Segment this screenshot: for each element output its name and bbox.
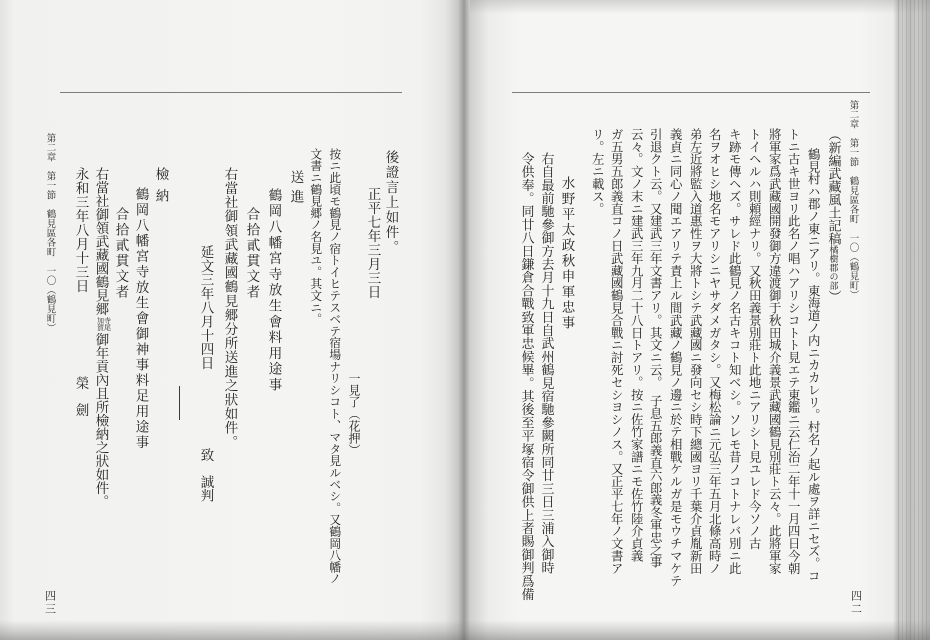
source-note-close: ） xyxy=(825,290,841,303)
right-running-header: 第二章 第一節 鶴見區各町 一〇（鶴見町） xyxy=(847,100,859,300)
document-1-amount: 合拾貳貫文者 xyxy=(243,207,260,300)
document-date: 正平七年三月三日 xyxy=(364,187,381,299)
document-2-amount: 合拾貳貫文者 xyxy=(112,207,129,300)
document-2-body-before: 右當社御領武藏國鶴見郷 xyxy=(92,167,109,316)
document-2-heading: 檢納 xyxy=(152,167,169,210)
body-column: 引退クト云。又建武三年文書アリ。其文ニ云。 子息五郎義直六郎義冬軍忠之事 xyxy=(648,128,664,569)
ink-stroke xyxy=(179,386,180,420)
page-top-shadow xyxy=(470,0,930,14)
body-column: 義貞ニ同心ノ聞エアリテ責上ル間武藏ノ鶴見ノ邊ニ於テ相戰ケルガ是モウチマケテ xyxy=(668,128,684,587)
body-column: 云々。文ノ末ニ建武三年九月二十八日トアリ。按ニ佐竹家譜ニモ佐竹陸介貞義 xyxy=(629,128,645,562)
annotation-line: 寺尾 xyxy=(103,316,112,331)
body-column: ガ五男五郎義直コノ日武藏國鶴見合戰ニ討死セシヨシノス。又正平七年ノ文書ア xyxy=(609,128,625,575)
annotation-line: 加賀 xyxy=(96,316,105,331)
commentary-line: 文書ニ鶴見郷ノ名見ユ。其文ニ。 xyxy=(308,148,323,325)
document-2-subject: 鶴岡八幡宮寺放生會御神事料足用途事 xyxy=(132,187,149,451)
right-header-rule xyxy=(512,92,870,93)
source-note-open: （新編武藏風土記稿 xyxy=(825,128,841,245)
body-column: 名ヲオヒシ地名モアリシニヤサダメガタシ。又梅松論ニ元弘三年五月北條高時ノ xyxy=(707,128,723,575)
body-column: キ跡モ傳ヘズ。サレド此鶴見ノ名古キコト知ベシ。ソレモ昔ノコトナレバ別ニ此 xyxy=(727,128,743,575)
page-edges xyxy=(898,0,930,640)
document-1-date: 延文三年八月十四日 xyxy=(197,245,214,371)
document-1-heading: 送進 xyxy=(287,170,304,209)
document-1-body: 右當社御領武藏國鶴見郷分所送進之狀如件。 xyxy=(221,167,238,449)
document-line: 右自最前馳參御方去月十九日自武州鶴見宿馳參闕所同廿三日三浦入御時 xyxy=(538,152,554,575)
body-column: 弟左近將監入道惠性ヲ大將トシテ武藏國ニ發向セシ時下總國ヨリ千葉介貞胤新田 xyxy=(688,128,704,575)
document-closing: 後證言上如件。 xyxy=(382,150,399,255)
document-title: 水野平太政秋申軍忠事 xyxy=(558,176,575,331)
document-1-signature: 致 誠判 xyxy=(197,448,214,502)
document-2-date: 永和三年八月十三日 xyxy=(72,167,89,293)
document-1-subject: 鶴岡八幡宮寺放生會料用途事 xyxy=(265,188,282,394)
document-2-body xyxy=(93,167,111,508)
left-page-number: 四三 xyxy=(43,590,57,616)
document-2-body-annotation xyxy=(97,317,111,331)
source-note xyxy=(827,128,840,303)
right-page-number: 四二 xyxy=(849,590,863,616)
document-2-body-after: 御年貢內且所檢納之狀如件。 xyxy=(92,332,109,508)
left-running-header: 第二章 第一節 鶴見區各町 一〇（鶴見町） xyxy=(44,133,56,333)
body-column: トイヘルハ則頼經ナリ。又秋田義景別莊ト此地ニアリシト見ユレド今ソノ古 xyxy=(747,128,763,550)
body-column: 鶴見村ハ郡ノ東ニアリ。東海道ノ内ニカカレリ。村名ノ起ル處ヲ詳ニセズ。コ xyxy=(806,148,822,582)
body-column: トニ古キ世ヨリ此名ノ唱ハアリシコトト見エテ東鑑ニ云仁治二年十一月四日今朝 xyxy=(786,128,802,575)
document-line: 令供奉。同廿八日鎌倉合戰致軍忠候畢。其後至平塚宿令御供上者賜御判爲備 xyxy=(518,152,534,601)
document-2-signature: 榮 劍 xyxy=(72,376,89,417)
page-bottom-shadow xyxy=(0,620,930,640)
left-header-rule xyxy=(60,92,402,93)
commentary-line: 按ニ此頃モ鶴見ノ宿トイヒテスベテ宿場ナリシコト、マタ見ルベシ。又鶴岡八幡ノ xyxy=(327,148,342,585)
body-column: リ。左ニ載ス。 xyxy=(590,128,606,215)
body-column: 將軍家爲武藏國開發御方違渡御于秋田城介義景武藏國鶴見別莊ト云々。此將軍家 xyxy=(767,128,783,575)
document-endorsement: 一見了（花押） xyxy=(347,372,361,456)
source-note-small: 橘樹郡の部 xyxy=(827,245,838,290)
